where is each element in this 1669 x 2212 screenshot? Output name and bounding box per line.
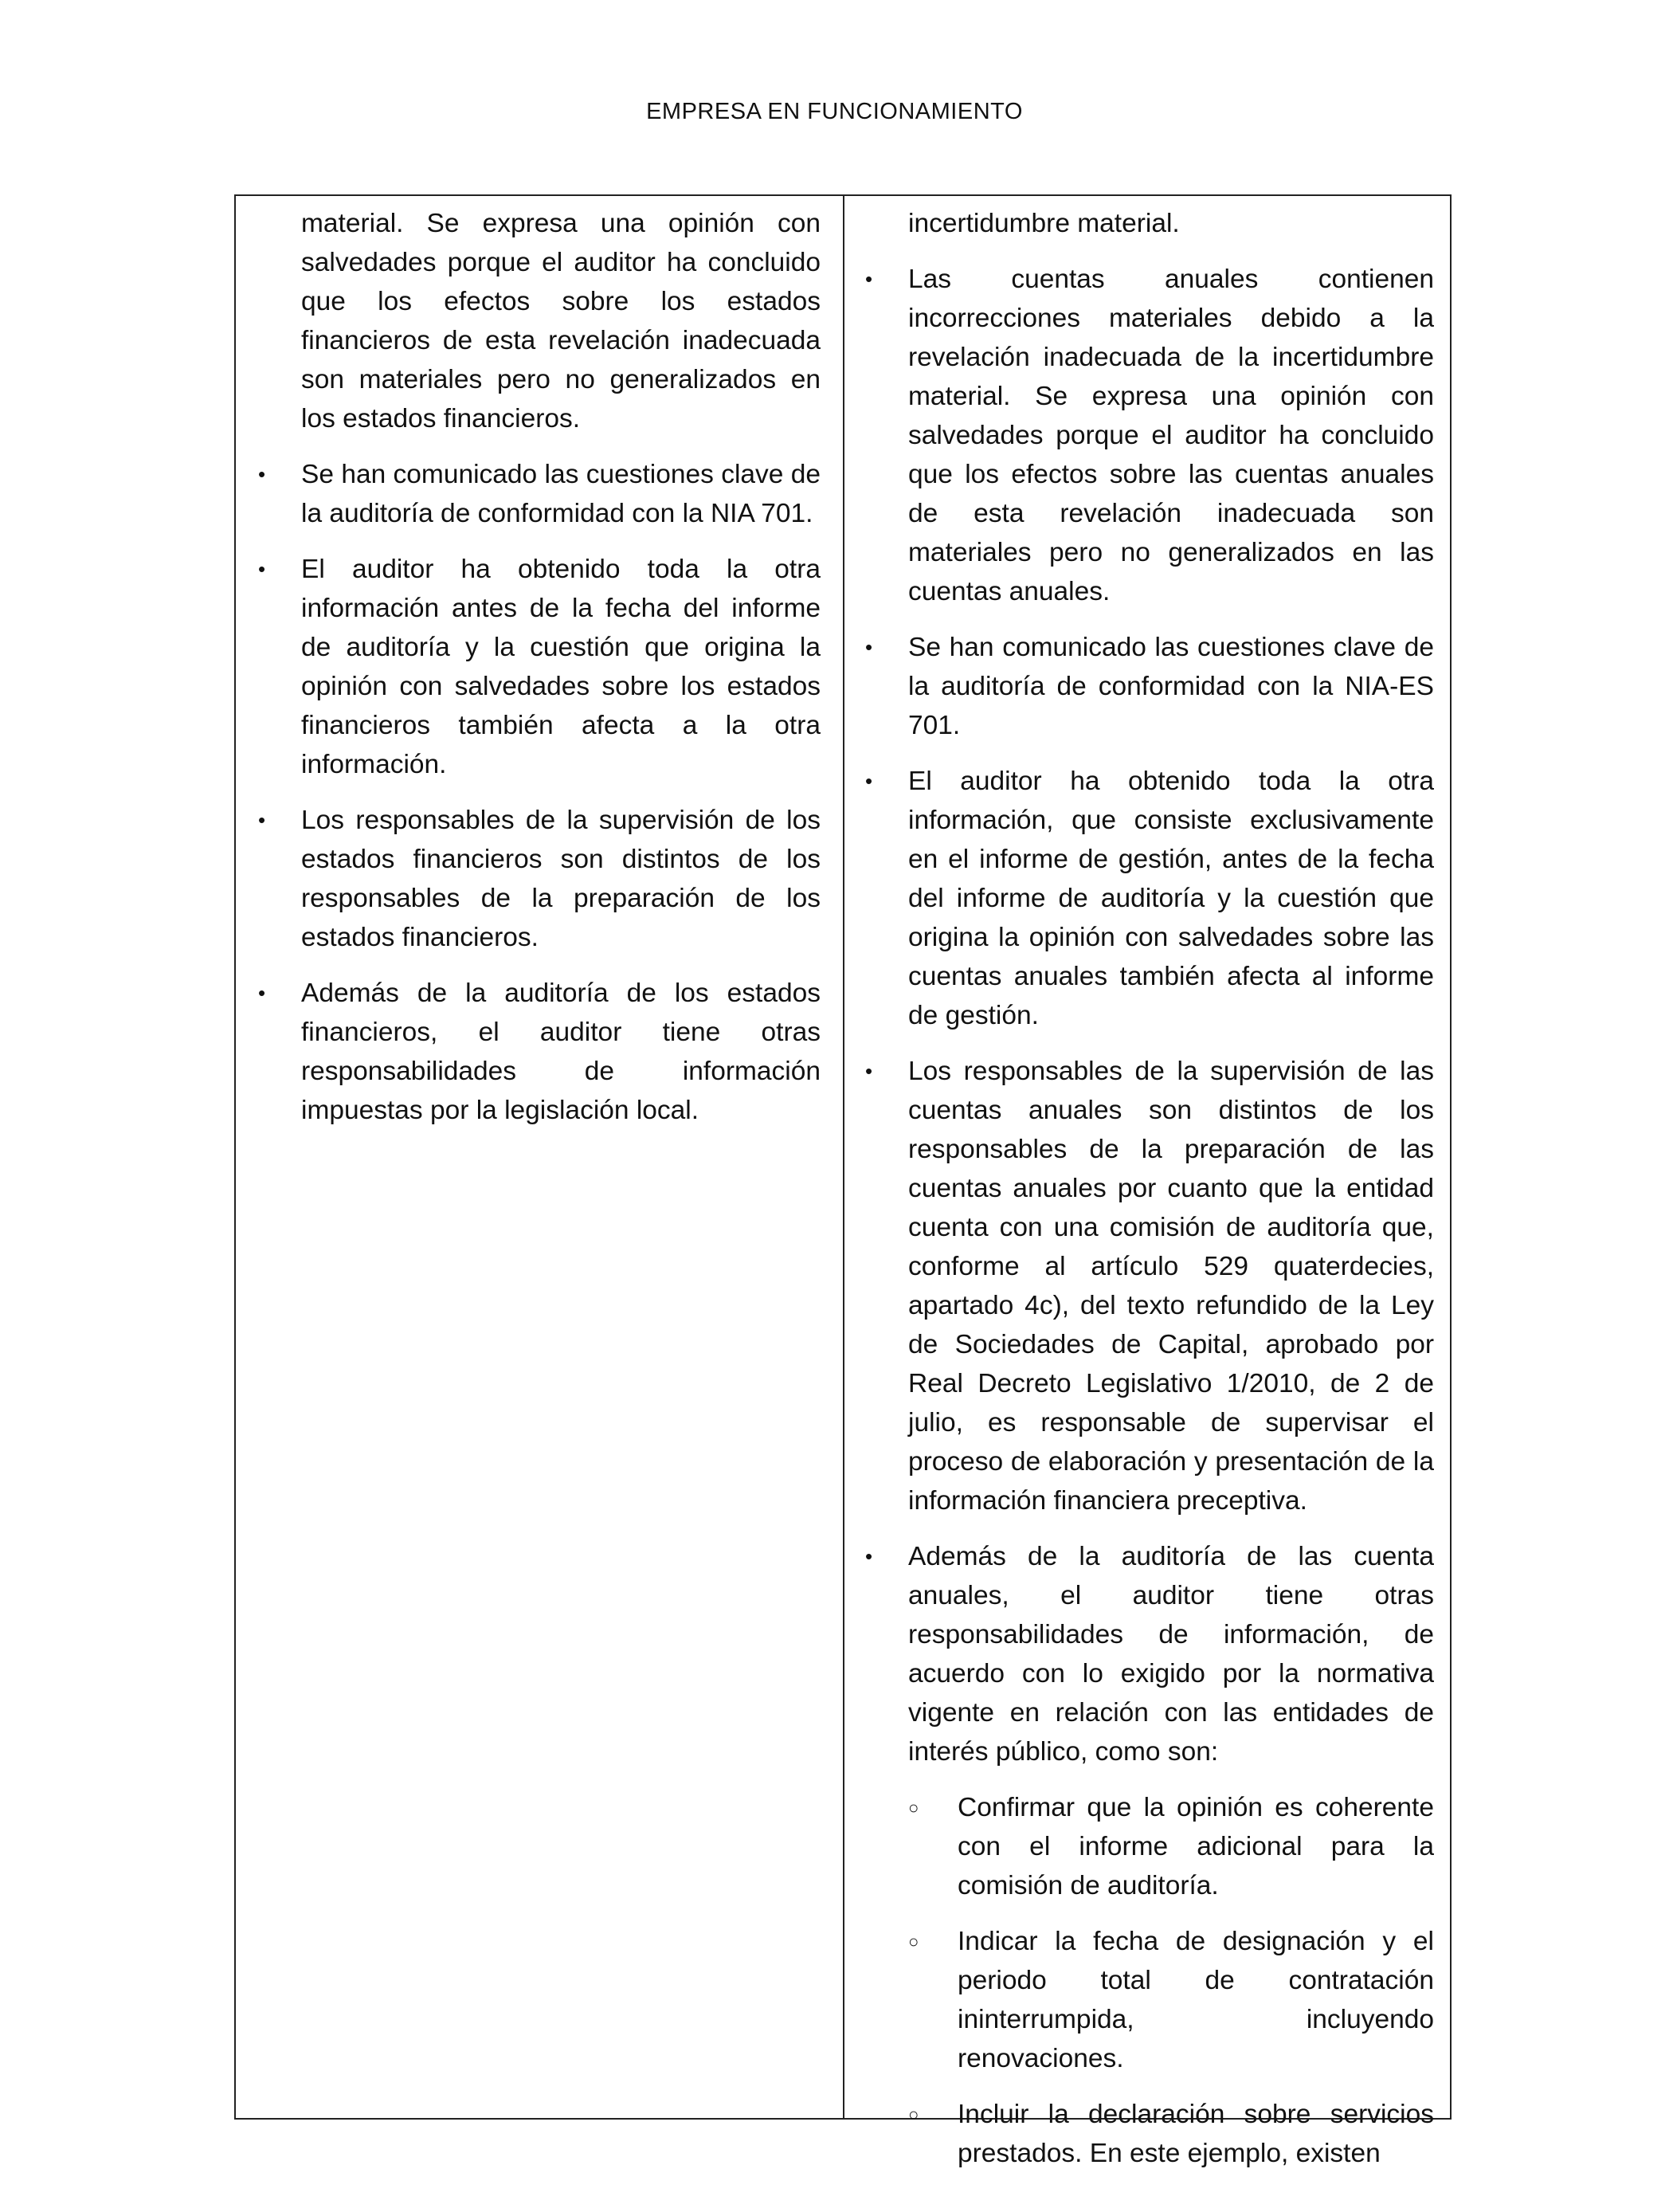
sub-bullet-item <box>908 1788 1434 1905</box>
right-bullet-item <box>865 762 1434 1035</box>
right-bullet-item <box>865 1052 1434 1520</box>
circle-bullet-glyph: ○ <box>908 2104 919 2124</box>
right-bullet-text: Además de la auditoría de las cuenta anuales, el auditor tiene otras responsabilidades de información, de acuerdo con lo exigido por la normativa vigente en relación con las entidades de interés público, como son: <box>908 1542 1434 1767</box>
right-bullet-item <box>865 260 1434 611</box>
sub-bullet-item <box>908 1922 1434 2078</box>
left-bullet-text: Se han comunicado las cuestiones clave de la auditoría de conformidad con la NIA 701. <box>301 460 821 528</box>
bullet-glyph: • <box>865 267 873 291</box>
left-bullet-item <box>258 801 821 957</box>
left-bullet-item <box>258 550 821 784</box>
right-bullet-text: Los responsables de la supervisión de las cuentas anuales son distintos de los responsables de la preparación de las cuentas anuales por cuanto que la entidad cuenta con una comisión de auditoría que, conforme al artículo 529 quaterdecies, apartado 4c), del texto refundido de la Ley de Sociedades de Capital, aprobado por Real Decreto Legislativo 1/2010, de 2 de julio, es responsable de supervisar el proceso de elaboración y presentación de la información financiera preceptiva. <box>908 1057 1434 1516</box>
bullet-glyph: • <box>865 769 873 793</box>
left-bullet-text: El auditor ha obtenido toda la otra información antes de la fecha del informe de auditoría y la cuestión que origina la opinión con salvedades sobre los estados financieros también afecta a la otra información. <box>301 555 821 779</box>
right-bullet-text: Se han comunicado las cuestiones clave de la auditoría de conformidad con la NIA-ES 701. <box>908 633 1434 740</box>
bullet-glyph: • <box>258 981 266 1005</box>
bullet-glyph: • <box>258 462 266 486</box>
bullet-glyph: • <box>865 635 873 659</box>
left-bullet-list <box>258 455 821 1130</box>
sub-bullet-text: Confirmar que la opinión es coherente con el informe adicional para la comisión de auditoría. <box>958 1793 1434 1900</box>
bullet-glyph: • <box>258 557 266 581</box>
right-bullet-item <box>865 1537 1434 2173</box>
left-column-cell <box>236 196 844 2118</box>
right-column-cell <box>844 196 1450 2168</box>
left-continuation-paragraph: material. Se expresa una opinión con salvedades porque el auditor ha concluido que los efectos sobre los estados financieros de esta revelación inadecuada son materiales pero no generalizados en los estados financieros. <box>301 209 821 433</box>
left-bullet-text: Los responsables de la supervisión de los estados financieros son distintos de los responsables de la preparación de los estados financieros. <box>301 806 821 952</box>
sub-bullet-text: Incluir la declaración sobre servicios prestados. En este ejemplo, existen <box>958 2100 1434 2168</box>
bullet-glyph: • <box>865 1544 873 1568</box>
sub-bullet-text: Indicar la fecha de designación y el periodo total de contratación ininterrumpida, incluyendo renovaciones. <box>958 1927 1434 2073</box>
right-bullet-text: El auditor ha obtenido toda la otra información, que consiste exclusivamente en el informe de gestión, antes de la fecha del informe de auditoría y la cuestión que origina la opinión con salvedades sobre las cuentas anuales también afecta al informe de gestión. <box>908 767 1434 1030</box>
left-bullet-text: Además de la auditoría de los estados financieros, el auditor tiene otras responsabilidades de información impuestas por la legislación local. <box>301 979 821 1125</box>
bullet-glyph: • <box>258 808 266 832</box>
page-header-title: EMPRESA EN FUNCIONAMIENTO <box>646 99 1023 124</box>
right-bullet-text: Las cuentas anuales contienen incorrecciones materiales debido a la revelación inadecuada de la incertidumbre material. Se expresa una opinión con salvedades porque el auditor ha concluido que los efectos sobre las cuentas anuales de esta revelación inadecuada son materiales pero no generalizados en las cuentas anuales. <box>908 265 1434 606</box>
sub-bullet-list <box>908 1788 1434 2173</box>
right-bullet-item <box>865 628 1434 745</box>
sub-bullet-item <box>908 2095 1434 2173</box>
right-continuation-paragraph: incertidumbre material. <box>908 209 1180 238</box>
left-bullet-item <box>258 455 821 533</box>
two-column-table <box>234 194 1452 2168</box>
bullet-glyph: • <box>865 1059 873 1083</box>
circle-bullet-glyph: ○ <box>908 1798 919 1818</box>
left-bullet-item <box>258 974 821 1130</box>
circle-bullet-glyph: ○ <box>908 1932 919 1951</box>
right-bullet-list <box>865 260 1434 2173</box>
